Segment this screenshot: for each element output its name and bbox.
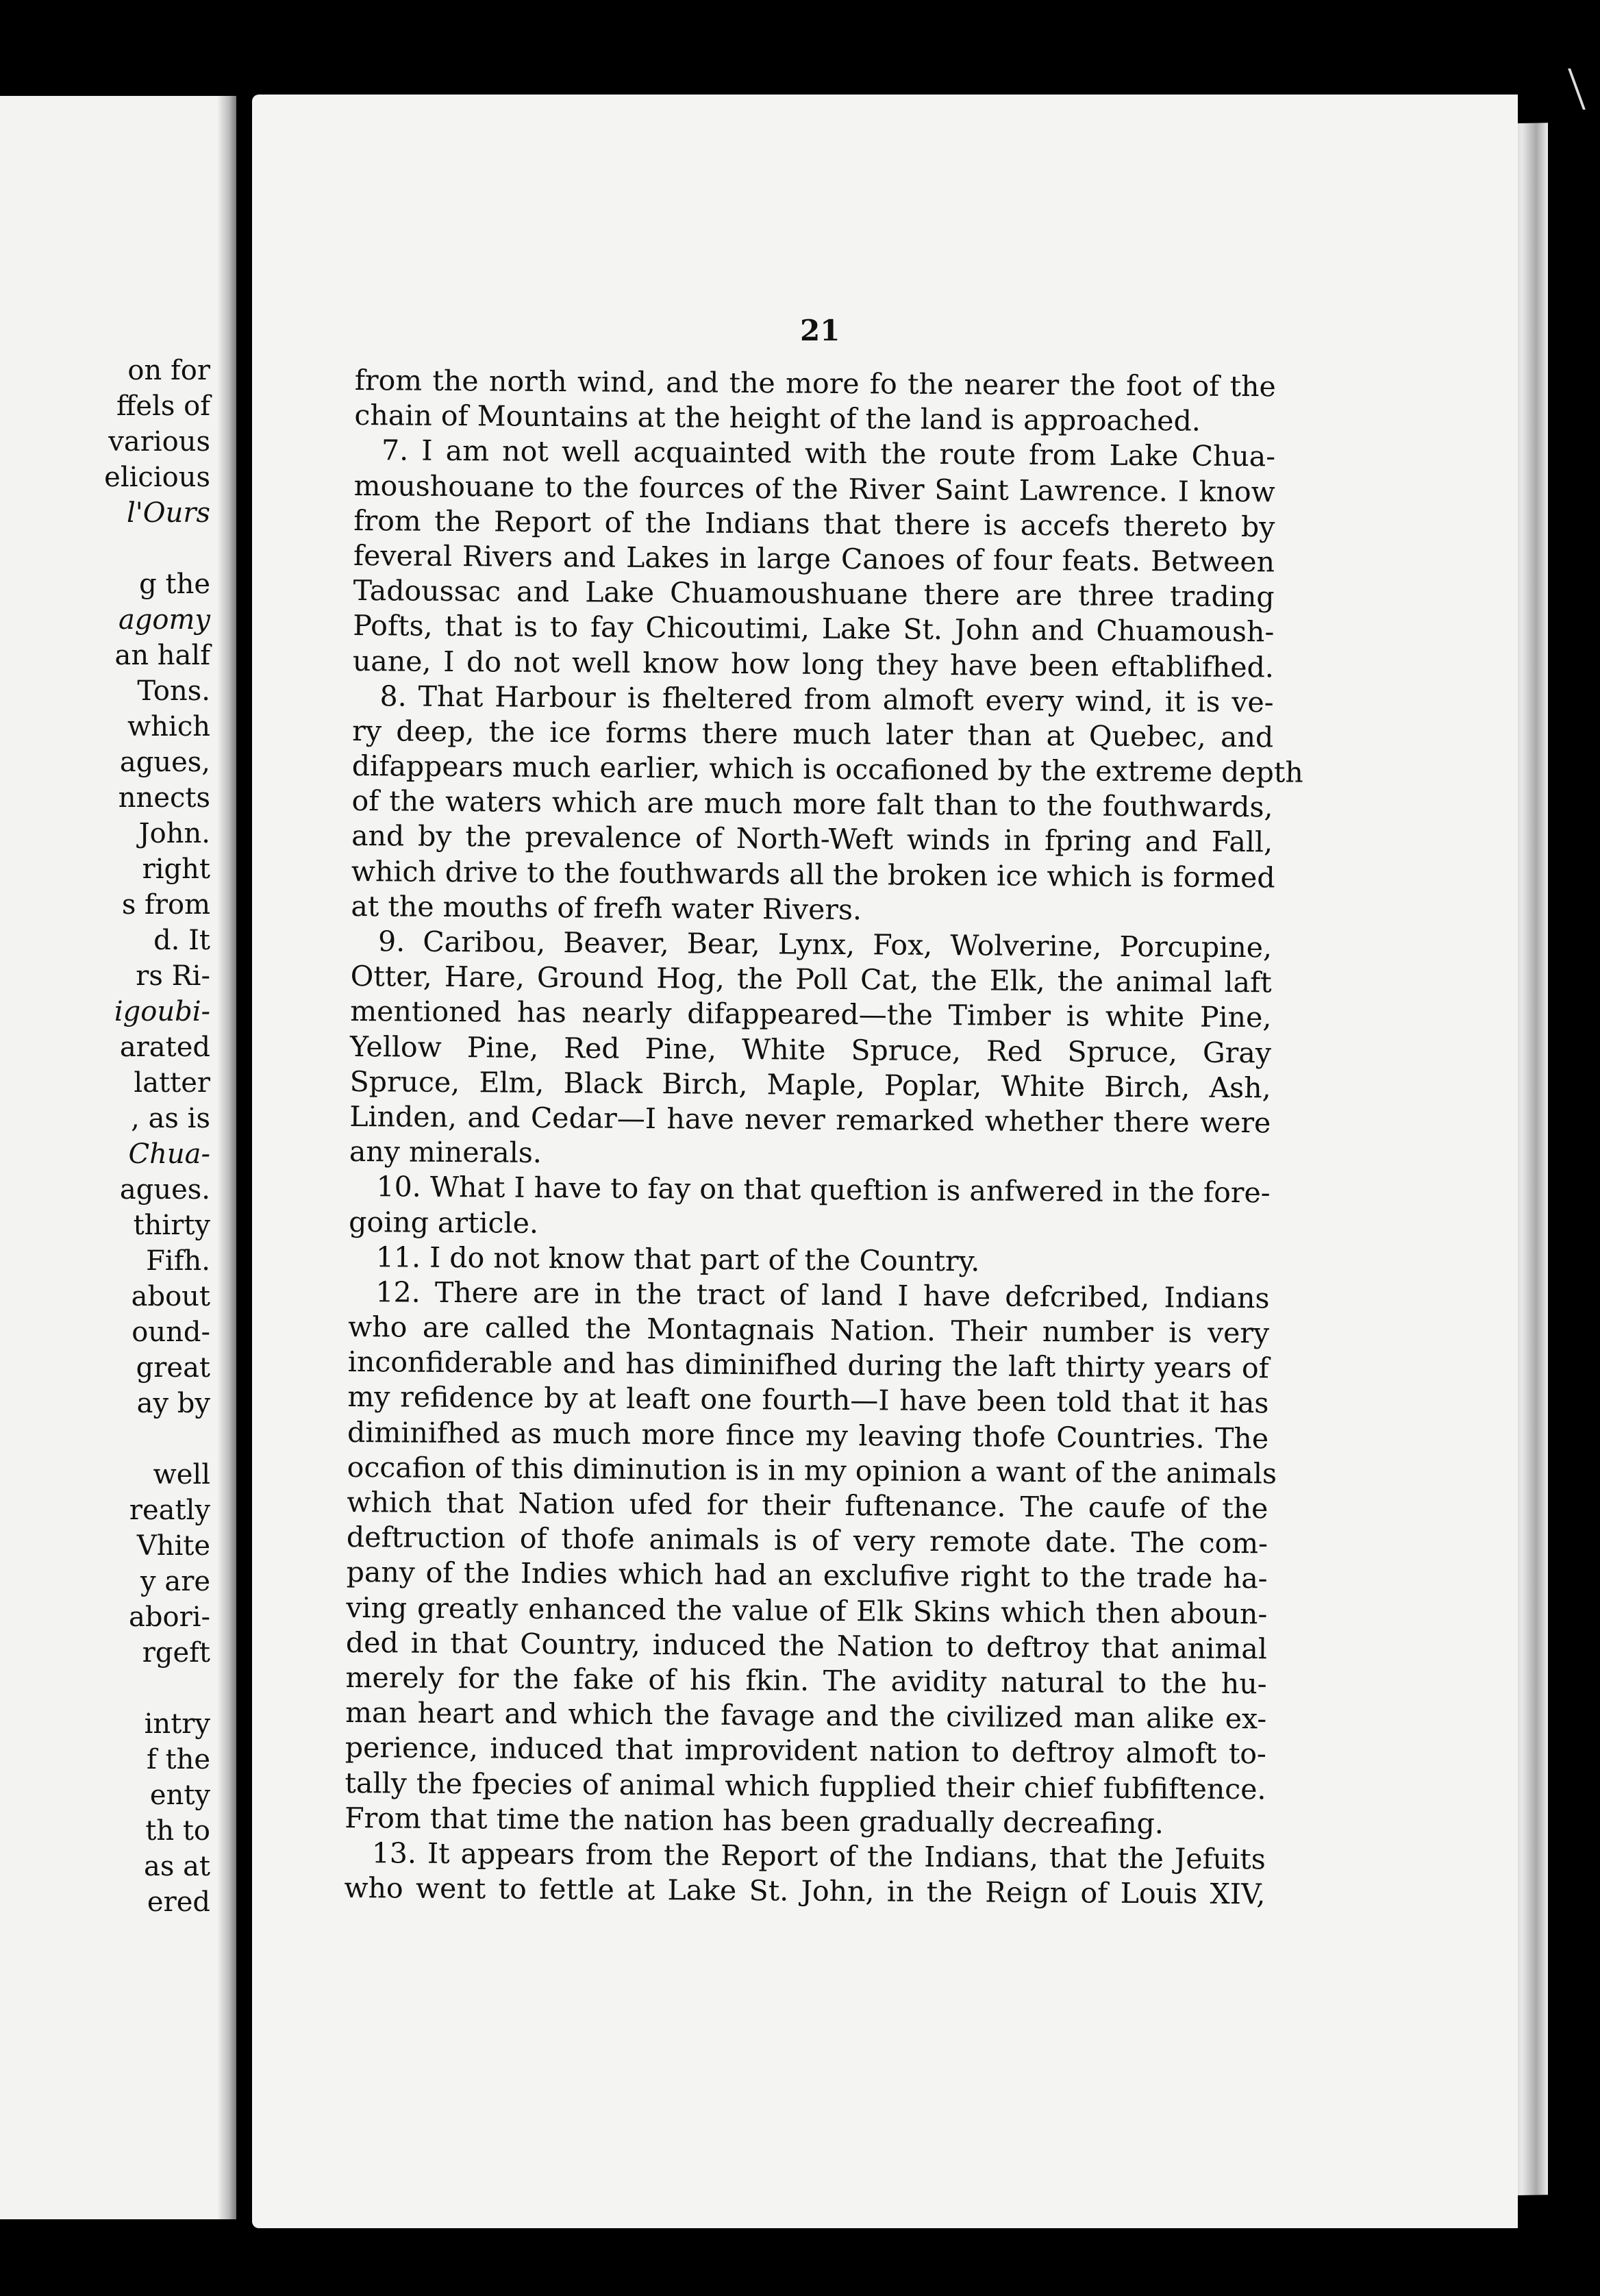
- left-page: [0, 96, 236, 2219]
- edge-mark: [1568, 68, 1600, 110]
- text-line: occafion of this diminution is in my opinion a want of the animals: [347, 1450, 1277, 1490]
- book-gutter: [217, 96, 236, 2219]
- page-number: 21: [800, 314, 840, 347]
- left-line: arated: [119, 1032, 210, 1063]
- body-text: [344, 363, 1303, 1912]
- left-line: well: [153, 1459, 210, 1490]
- text-line: 7. I am not well acquainted with the route from Lake Chua-: [381, 434, 1276, 473]
- left-line: latter: [134, 1067, 210, 1099]
- text-line: at the mouths of frefh water Rivers.: [351, 889, 862, 926]
- text-line: Tadoussac and Lake Chuamoushuane there are three trading: [353, 574, 1275, 614]
- text-line: 10. What I have to fay on that queftion is anfwered in the fore-: [376, 1170, 1271, 1210]
- text-line: feveral Rivers and Lakes in large Canoes of four feats. Between: [353, 538, 1275, 579]
- text-line: 12. There are in the tract of land I have defcribed, Indians: [375, 1275, 1270, 1315]
- text-line: any minerals.: [349, 1135, 542, 1170]
- left-line: Vhite: [136, 1530, 210, 1562]
- left-line: ound-: [132, 1317, 210, 1348]
- left-line: right: [142, 853, 210, 885]
- left-page-text: [104, 353, 210, 1920]
- left-line: as at: [143, 1851, 210, 1882]
- left-line: rs Ri-: [136, 960, 210, 992]
- text-line: going article.: [349, 1205, 539, 1240]
- left-line: elicious: [104, 462, 210, 493]
- left-line: which: [127, 711, 210, 743]
- left-line: reatly: [129, 1495, 210, 1526]
- left-line: about: [131, 1281, 210, 1312]
- left-blank: [104, 1421, 210, 1457]
- text-line: mentioned has nearly difappeared—the Timber is white Pine,: [350, 995, 1272, 1034]
- left-line: l'Ours: [127, 497, 210, 529]
- left-line: ffels of: [116, 390, 210, 422]
- left-line: ered: [147, 1886, 210, 1918]
- text-line: 11. I do not know that part of the Country.: [375, 1240, 980, 1278]
- left-line: Fifh.: [146, 1245, 210, 1277]
- text-line: 13. It appears from the Report of the Indians, that the Jefuits: [371, 1836, 1266, 1876]
- left-line: an half: [114, 640, 210, 671]
- text-line: man heart and which the favage and the civilized man alike ex-: [345, 1696, 1267, 1736]
- left-line: great: [136, 1352, 210, 1384]
- text-line: from the north wind, and the more fo the nearer the foot of the: [354, 364, 1276, 403]
- text-line: moushouane to the fources of the River Saint Lawrence. I know: [353, 469, 1275, 508]
- text-line: merely for the fake of his fkin. The avidity natural to the hu-: [345, 1660, 1267, 1701]
- text-line: 8. That Harbour is fheltered from almoft every wind, it is ve-: [379, 679, 1274, 719]
- text-line: ded in that Country, induced the Nation to deftroy that animal: [345, 1625, 1268, 1666]
- left-line: rgeft: [142, 1637, 210, 1669]
- text-line: chain of Mountains at the height of the land is approached.: [354, 399, 1201, 438]
- left-line: intry: [144, 1708, 210, 1740]
- left-line: Tons.: [137, 675, 210, 707]
- text-line: from the Report of the Indians that there is accefs thereto by: [353, 503, 1275, 544]
- text-line: who went to fettle at Lake St. John, in the Reign of Louis XIV,: [344, 1871, 1266, 1911]
- left-line: abori-: [129, 1601, 210, 1633]
- text-line: ry deep, the ice forms there much later than at Quebec, and: [352, 714, 1274, 754]
- left-blank: [104, 1671, 210, 1706]
- text-line: difappears much earlier, which is occafioned by the extreme depth: [351, 749, 1303, 789]
- text-line: tally the fpecies of animal which fupplied their chief fubfiftence.: [345, 1766, 1266, 1806]
- text-line: pany of the Indies which had an exclufive right to the trade ha-: [346, 1556, 1268, 1595]
- text-line: Linden, and Cedar—I have never remarked whether there were: [349, 1099, 1271, 1140]
- left-line: agues,: [119, 747, 210, 778]
- text-line: who are called the Montagnais Nation. Their number is very: [348, 1310, 1270, 1350]
- text-line: inconfiderable and has diminifhed during the laft thirty years of: [347, 1345, 1269, 1385]
- left-line: various: [108, 426, 210, 458]
- text-line: uane, I do not well know how long they have been eftablifhed.: [352, 644, 1275, 684]
- left-line: John.: [138, 818, 210, 849]
- left-line: th to: [145, 1815, 210, 1847]
- left-line: on for: [127, 355, 210, 386]
- text-line: of the waters which are much more falt than to the fouthwards,: [351, 784, 1273, 824]
- left-line: nnects: [118, 782, 210, 814]
- left-line: igoubi-: [114, 996, 210, 1027]
- left-line: d. It: [153, 925, 210, 956]
- text-line: ving greatly enhanced the value of Elk Skins which then aboun-: [346, 1590, 1268, 1630]
- left-line: , as is: [131, 1103, 210, 1134]
- left-line: y are: [140, 1566, 210, 1597]
- left-blank: [104, 531, 210, 566]
- text-line: Spruce, Elm, Black Birch, Maple, Poplar, White Birch, Ash,: [349, 1064, 1271, 1105]
- left-line: thirty: [133, 1210, 210, 1241]
- text-line: Yellow Pine, Red Pine, White Spruce, Red Spruce, Gray: [349, 1030, 1272, 1069]
- left-line: s from: [121, 889, 210, 921]
- left-line: ay by: [136, 1388, 210, 1419]
- text-line: perience, induced that improvident nation to deftroy almoft to-: [345, 1731, 1267, 1771]
- text-line: deftruction of thofe animals is of very remote date. The com-: [346, 1521, 1268, 1560]
- text-line: my refidence by at leaft one fourth—I have been told that it has: [347, 1380, 1269, 1420]
- text-line: which drive to the fouthwards all the broken ice which is formed: [351, 854, 1275, 895]
- left-line: g the: [139, 569, 210, 600]
- text-line: diminifhed as much more fince my leaving thofe Countries. The: [347, 1415, 1269, 1455]
- left-line: f the: [146, 1744, 210, 1775]
- text-line: 9. Caribou, Beaver, Bear, Lynx, Fox, Wolverine, Porcupine,: [377, 925, 1273, 964]
- left-line: enty: [149, 1780, 210, 1811]
- left-line: agomy: [118, 604, 210, 636]
- text-line: From that time the nation has been gradually decreafing.: [345, 1801, 1164, 1840]
- text-line: Pofts, that is to fay Chicoutimi, Lake St. John and Chuamoush-: [353, 609, 1275, 649]
- text-line: which that Nation ufed for their fuftenance. The caufe of the: [347, 1485, 1268, 1525]
- text-line: and by the prevalence of North-Weft winds in fpring and Fall,: [351, 819, 1273, 859]
- left-line: agues.: [119, 1174, 210, 1206]
- text-line: Otter, Hare, Ground Hog, the Poll Cat, the Elk, the animal laft: [350, 960, 1272, 999]
- left-line: Chua-: [128, 1138, 210, 1170]
